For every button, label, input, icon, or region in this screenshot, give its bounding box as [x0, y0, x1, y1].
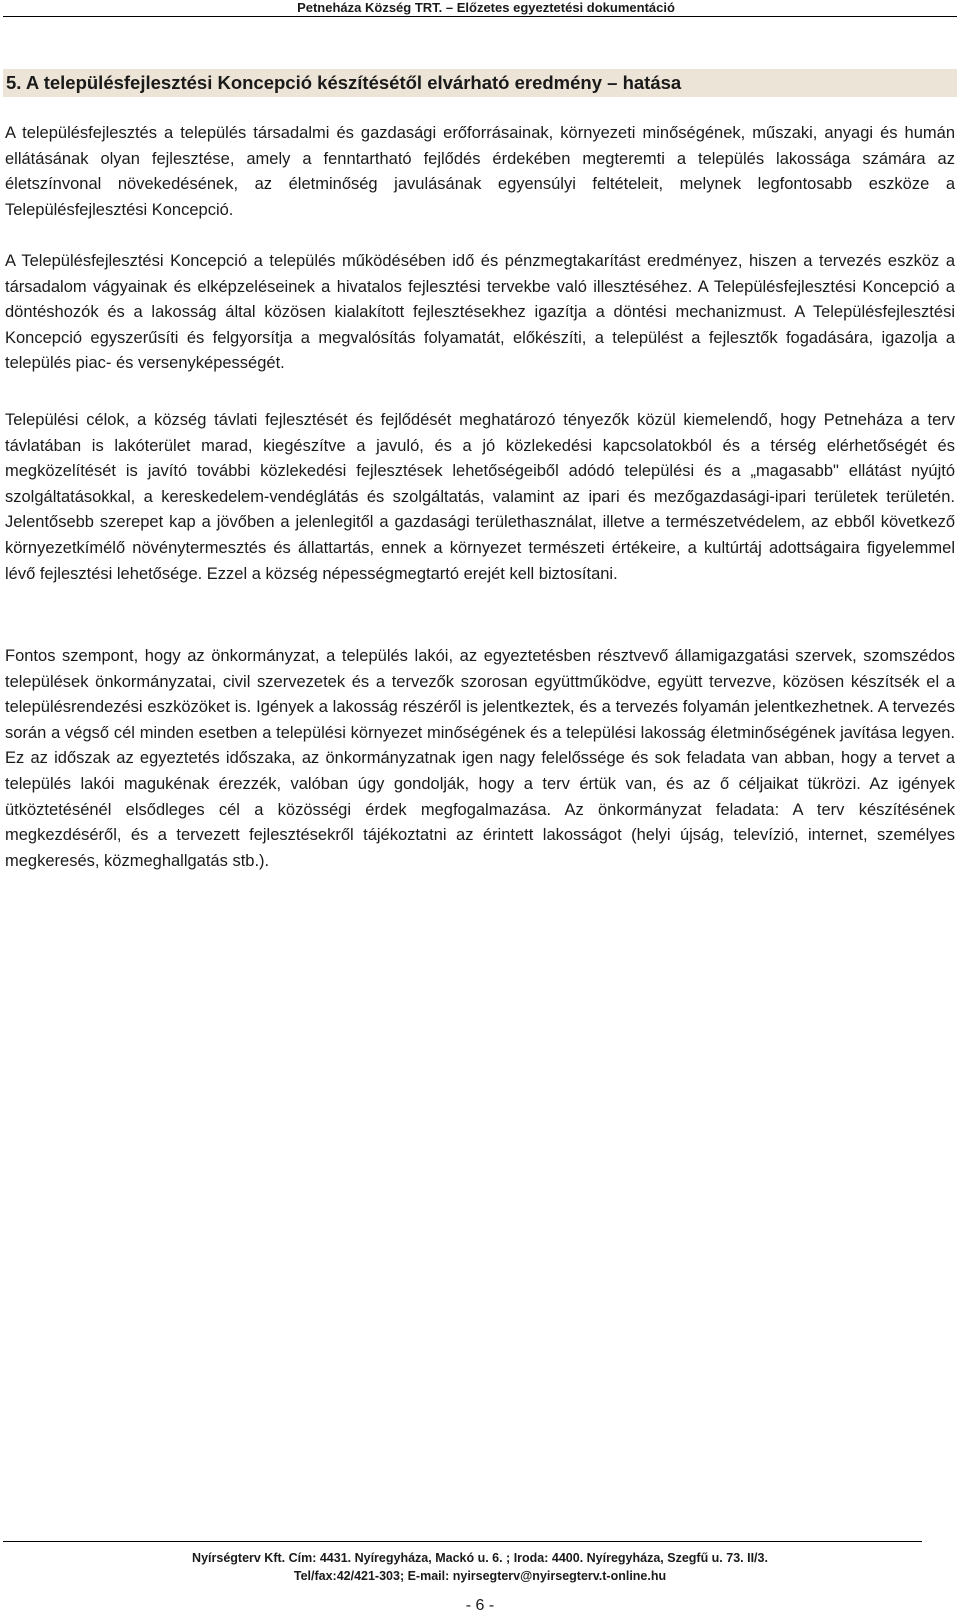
footer-divider	[3, 1541, 922, 1542]
footer-address: Nyírségterv Kft. Cím: 4431. Nyíregyháza, Mackó u. 6. ; Iroda: 4400. Nyíregyháza, Szegfű u. 73. II/3.	[192, 1551, 768, 1565]
paragraph-3: Települési célok, a község távlati fejlesztését és fejlődését meghatározó tényezők közül kiemelendő, hogy Petneháza a terv távlatában is lakóterület marad, kiegészítve a javuló, és a jó közlekedési kapcsolatokból és a térség elérhetőségét és megközelítését is javító további közlekedési fejlesztések lehetőségeiből adódó települési és a „magasabb" ellátást nyújtó szolgáltatásokkal, a kereskedelem-vendéglátás és szolgáltatás, valamint az ipari és mezőgazdasági-ipari területek területén. Jelentősebb szerepet kap a jövőben a jelenlegitől a gazdasági területhasználat, illetve a természetvédelem, az ebből következő környezetkímélő növénytermesztés és állattartás, ennek a környezet természeti értékeire, a kultúrtáj adottságaira figyelemmel lévő fejlesztési lehetősége. Ezzel a község népességmegtartó erejét kell biztosítani.	[5, 411, 955, 583]
footer-contact: Tel/fax:42/421-303; E-mail: nyirsegterv@nyirsegterv.t-online.hu	[293, 1569, 667, 1583]
page-footer	[0, 1549, 960, 1585]
paragraph-2: A Településfejlesztési Koncepció a település működésében idő és pénzmegtakarítást eredményez, hiszen a tervezés eszköz a társadalom vágyainak és elképzeléseinek a hivatalos fejlesztési tervekbe való illesztéséhez. A Településfejlesztési Koncepció a döntéshozók és a lakosság által közösen kialakított fejlesztésekhez igazítja a döntési mechanizmust. A Településfejlesztési Koncepció egyszerűsíti és felgyorsítja a megvalósítás folyamatát, előkészíti, a települést a fejlesztők fogadására, igazolja a település piac- és versenyképességét.	[5, 252, 955, 373]
paragraph-4: Fontos szempont, hogy az önkormányzat, a település lakói, az egyeztetésben résztvevő államigazgatási szervek, szomszédos települések önkormányzatai, civil szervezetek és a tervezők szorosan együttműködve, együtt tervezve, közösen készítsék el a településrendezési eszközöket is. Igények a lakosság részéről is jelentkeztek, és a tervezés folyamán jelentkezhetnek. A tervezés során a végső cél minden esetben a települési környezet minőségének és a települési lakosság életminőségének javítása legyen. Ez az időszak az egyeztetés időszaka, az önkormányzatnak igen nagy felelőssége és sok feladata van abban, hogy a tervet a település lakói magukénak érezzék, valóban úgy gondolják, hogy a terv értük van, és az ő céljaikat tükrözi. Az igények ütköztetésénél elsődleges cél a közösségi érdek megfogalmazása. Az önkormányzat feladata: A terv készítésének megkezdéséről, és a tervezett fejlesztésekről tájékoztatni az érintett lakosságot (helyi újság, televízió, internet, személyes megkeresés, közmeghallgatás stb.).	[5, 647, 955, 870]
header-divider	[3, 16, 957, 17]
page-header	[0, 0, 960, 16]
paragraph-1: A településfejlesztés a település társadalmi és gazdasági erőforrásainak, környezeti minőségének, műszaki, anyagi és humán ellátásának olyan fejlesztése, amely a fenntartható fejlődés érdekében megteremti a település lakossága számára az életszínvonal növekedésének, az életminőség javulásának egyensúlyi feltételeit, melynek legfontosabb eszköze a Településfejlesztési Koncepció.	[5, 124, 955, 219]
section-heading: 5. A településfejlesztési Koncepció készítésétől elvárható eredmény – hatása	[3, 69, 957, 97]
page-number: - 6 -	[465, 1597, 495, 1614]
document-title: Petneháza Község TRT. – Előzetes egyeztetési dokumentáció	[297, 0, 675, 15]
